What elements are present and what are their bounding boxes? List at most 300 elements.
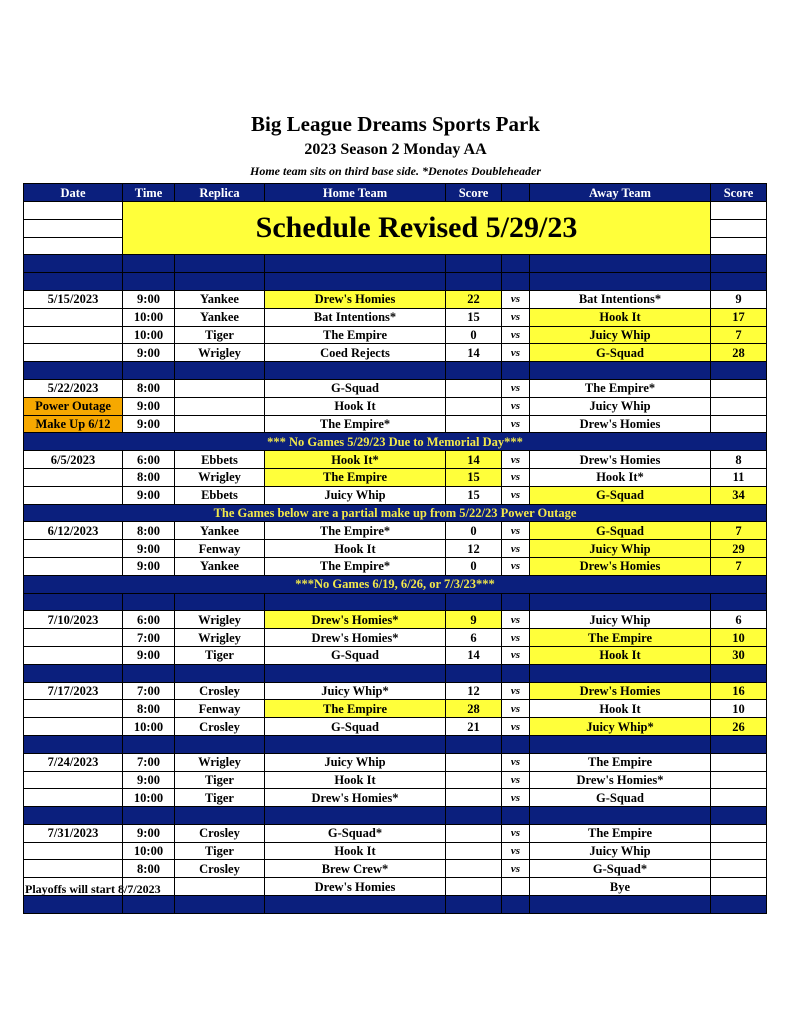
home-team-cell: Hook It bbox=[265, 540, 446, 558]
away-score-cell: 10 bbox=[711, 700, 767, 718]
time-cell: 6:00 bbox=[123, 611, 175, 629]
separator-band bbox=[24, 664, 767, 682]
time-cell: 9:00 bbox=[123, 397, 175, 415]
time-cell: 9:00 bbox=[123, 290, 175, 308]
replica-cell bbox=[175, 878, 265, 896]
band-cell bbox=[24, 896, 123, 914]
game-row bbox=[24, 308, 767, 326]
time-cell: 9:00 bbox=[123, 344, 175, 362]
replica-cell: Crosley bbox=[175, 682, 265, 700]
home-team-cell: Hook It bbox=[265, 771, 446, 789]
game-row bbox=[24, 379, 767, 397]
band-cell bbox=[24, 807, 123, 825]
away-team-cell: G-Squad bbox=[530, 789, 711, 807]
vs-cell: vs bbox=[502, 753, 530, 771]
replica-cell: Wrigley bbox=[175, 611, 265, 629]
game-row bbox=[24, 789, 767, 807]
vs-cell: vs bbox=[502, 290, 530, 308]
home-score-cell: 14 bbox=[446, 646, 502, 664]
vs-cell: vs bbox=[502, 540, 530, 558]
band-cell bbox=[265, 362, 446, 380]
away-score-cell: 30 bbox=[711, 646, 767, 664]
time-cell: 10:00 bbox=[123, 308, 175, 326]
home-team-cell: The Empire bbox=[265, 468, 446, 486]
home-score-cell bbox=[446, 824, 502, 842]
game-row bbox=[24, 700, 767, 718]
home-score-cell bbox=[446, 789, 502, 807]
band-cell bbox=[502, 664, 530, 682]
time-cell: 9:00 bbox=[123, 824, 175, 842]
replica-cell: Wrigley bbox=[175, 753, 265, 771]
band-cell bbox=[24, 593, 123, 611]
band-cell bbox=[530, 664, 711, 682]
separator-band bbox=[24, 896, 767, 914]
game-row bbox=[24, 629, 767, 647]
date-cell bbox=[24, 646, 123, 664]
vs-cell: vs bbox=[502, 415, 530, 433]
notice-row bbox=[24, 433, 767, 451]
home-score-cell bbox=[446, 753, 502, 771]
away-score-cell bbox=[711, 878, 767, 896]
separator-band bbox=[24, 255, 767, 273]
band-cell bbox=[502, 735, 530, 753]
home-score-cell bbox=[446, 379, 502, 397]
vs-cell: vs bbox=[502, 789, 530, 807]
away-team-cell: Juicy Whip bbox=[530, 540, 711, 558]
season-subtitle: 2023 Season 2 Monday AA bbox=[304, 141, 487, 158]
band-cell bbox=[123, 735, 175, 753]
time-cell: 7:00 bbox=[123, 753, 175, 771]
band-cell bbox=[175, 896, 265, 914]
away-score-cell: 7 bbox=[711, 522, 767, 540]
home-team-cell: Hook It bbox=[265, 397, 446, 415]
replica-cell bbox=[175, 415, 265, 433]
game-row bbox=[24, 771, 767, 789]
vs-cell: vs bbox=[502, 344, 530, 362]
band-cell bbox=[175, 255, 265, 273]
vs-cell: vs bbox=[502, 557, 530, 575]
blank-cell bbox=[24, 219, 123, 237]
time-cell: 9:00 bbox=[123, 415, 175, 433]
notice-text: *** No Games 5/29/23 Due to Memorial Day*** bbox=[24, 433, 767, 451]
away-score-cell: 7 bbox=[711, 557, 767, 575]
time-cell: 9:00 bbox=[123, 771, 175, 789]
blank-cell bbox=[24, 237, 123, 255]
home-score-cell: 28 bbox=[446, 700, 502, 718]
band-cell bbox=[446, 362, 502, 380]
vs-cell bbox=[502, 878, 530, 896]
home-team-cell: Hook It bbox=[265, 842, 446, 860]
col-header-date: Date bbox=[24, 184, 123, 202]
date-cell: Make Up 6/12 bbox=[24, 415, 123, 433]
away-team-cell: Hook It bbox=[530, 700, 711, 718]
replica-cell: Crosley bbox=[175, 860, 265, 878]
game-row bbox=[24, 415, 767, 433]
band-cell bbox=[502, 255, 530, 273]
home-team-cell: G-Squad bbox=[265, 646, 446, 664]
home-team-cell: The Empire* bbox=[265, 557, 446, 575]
game-row bbox=[24, 451, 767, 469]
band-cell bbox=[24, 255, 123, 273]
band-cell bbox=[446, 664, 502, 682]
away-score-cell bbox=[711, 379, 767, 397]
time-cell: 8:00 bbox=[123, 468, 175, 486]
col-header-away-score: Score bbox=[711, 184, 767, 202]
game-row bbox=[24, 290, 767, 308]
band-cell bbox=[530, 273, 711, 291]
band-cell bbox=[446, 807, 502, 825]
date-cell bbox=[24, 344, 123, 362]
band-cell bbox=[123, 664, 175, 682]
away-score-cell bbox=[711, 397, 767, 415]
replica-cell: Tiger bbox=[175, 646, 265, 664]
playoffs-note: Playoffs will start 8/7/2023 bbox=[25, 882, 161, 896]
date-cell: Power Outage bbox=[24, 397, 123, 415]
date-cell bbox=[24, 718, 123, 736]
home-team-cell: Drew's Homies bbox=[265, 878, 446, 896]
away-score-cell: 17 bbox=[711, 308, 767, 326]
home-score-cell: 0 bbox=[446, 326, 502, 344]
time-cell: 9:00 bbox=[123, 486, 175, 504]
band-cell bbox=[530, 807, 711, 825]
home-score-cell: 14 bbox=[446, 451, 502, 469]
band-cell bbox=[175, 593, 265, 611]
date-cell bbox=[24, 771, 123, 789]
date-cell: 6/12/2023 bbox=[24, 522, 123, 540]
away-score-cell: 11 bbox=[711, 468, 767, 486]
away-score-cell: 7 bbox=[711, 326, 767, 344]
band-cell bbox=[123, 273, 175, 291]
time-cell: 8:00 bbox=[123, 860, 175, 878]
band-cell bbox=[24, 664, 123, 682]
away-team-cell: Hook It bbox=[530, 646, 711, 664]
home-team-cell: Juicy Whip bbox=[265, 753, 446, 771]
band-cell bbox=[711, 896, 767, 914]
away-team-cell: G-Squad bbox=[530, 344, 711, 362]
game-row bbox=[24, 753, 767, 771]
replica-cell bbox=[175, 397, 265, 415]
replica-cell: Tiger bbox=[175, 789, 265, 807]
home-score-cell: 6 bbox=[446, 629, 502, 647]
band-cell bbox=[711, 362, 767, 380]
separator-band bbox=[24, 362, 767, 380]
game-row bbox=[24, 344, 767, 362]
time-cell: 9:00 bbox=[123, 557, 175, 575]
band-cell bbox=[265, 273, 446, 291]
band-cell bbox=[123, 896, 175, 914]
time-cell: 7:00 bbox=[123, 629, 175, 647]
col-header-replica: Replica bbox=[175, 184, 265, 202]
time-cell: 10:00 bbox=[123, 842, 175, 860]
home-score-cell: 12 bbox=[446, 682, 502, 700]
away-score-cell bbox=[711, 415, 767, 433]
vs-cell: vs bbox=[502, 486, 530, 504]
home-score-cell: 15 bbox=[446, 468, 502, 486]
away-score-cell: 6 bbox=[711, 611, 767, 629]
schedule-table bbox=[23, 183, 767, 914]
band-cell bbox=[175, 273, 265, 291]
band-cell bbox=[711, 735, 767, 753]
away-team-cell: Hook It bbox=[530, 308, 711, 326]
away-score-cell: 26 bbox=[711, 718, 767, 736]
revised-banner: Schedule Revised 5/29/23 bbox=[123, 202, 711, 255]
home-team-cell: Bat Intentions* bbox=[265, 308, 446, 326]
notice-row bbox=[24, 575, 767, 593]
notice-row bbox=[24, 504, 767, 522]
notice-text: ***No Games 6/19, 6/26, or 7/3/23*** bbox=[24, 575, 767, 593]
home-team-cell: Brew Crew* bbox=[265, 860, 446, 878]
home-score-cell: 14 bbox=[446, 344, 502, 362]
vs-cell: vs bbox=[502, 379, 530, 397]
time-cell: 10:00 bbox=[123, 789, 175, 807]
away-team-cell: Drew's Homies bbox=[530, 451, 711, 469]
replica-cell: Fenway bbox=[175, 540, 265, 558]
date-cell: 7/24/2023 bbox=[24, 753, 123, 771]
replica-cell: Yankee bbox=[175, 557, 265, 575]
date-cell: 7/17/2023 bbox=[24, 682, 123, 700]
band-cell bbox=[24, 735, 123, 753]
home-score-cell: 0 bbox=[446, 557, 502, 575]
replica-cell: Wrigley bbox=[175, 468, 265, 486]
home-team-cell: Coed Rejects bbox=[265, 344, 446, 362]
band-cell bbox=[446, 255, 502, 273]
away-score-cell: 34 bbox=[711, 486, 767, 504]
vs-cell: vs bbox=[502, 824, 530, 842]
date-cell bbox=[24, 326, 123, 344]
band-cell bbox=[711, 273, 767, 291]
home-team-cell: G-Squad* bbox=[265, 824, 446, 842]
away-team-cell: The Empire* bbox=[530, 379, 711, 397]
blank-cell bbox=[24, 202, 123, 220]
home-team-cell: The Empire* bbox=[265, 522, 446, 540]
banner-row bbox=[24, 202, 767, 220]
band-cell bbox=[530, 255, 711, 273]
home-team-cell: Juicy Whip bbox=[265, 486, 446, 504]
replica-cell: Yankee bbox=[175, 522, 265, 540]
band-cell bbox=[123, 807, 175, 825]
col-header-vs bbox=[502, 184, 530, 202]
replica-cell: Yankee bbox=[175, 290, 265, 308]
band-cell bbox=[24, 362, 123, 380]
band-cell bbox=[24, 273, 123, 291]
blank-cell bbox=[711, 202, 767, 220]
band-cell bbox=[502, 593, 530, 611]
home-score-cell bbox=[446, 397, 502, 415]
home-score-cell: 15 bbox=[446, 486, 502, 504]
home-team-cell: Drew's Homies* bbox=[265, 611, 446, 629]
blank-cell bbox=[711, 237, 767, 255]
date-cell bbox=[24, 860, 123, 878]
band-cell bbox=[502, 896, 530, 914]
vs-cell: vs bbox=[502, 308, 530, 326]
date-cell: 5/22/2023 bbox=[24, 379, 123, 397]
away-score-cell: 10 bbox=[711, 629, 767, 647]
time-cell: 10:00 bbox=[123, 718, 175, 736]
away-team-cell: Juicy Whip bbox=[530, 326, 711, 344]
home-score-cell: 9 bbox=[446, 611, 502, 629]
date-cell bbox=[24, 557, 123, 575]
date-cell bbox=[24, 789, 123, 807]
time-cell: 10:00 bbox=[123, 326, 175, 344]
home-score-cell bbox=[446, 842, 502, 860]
game-row bbox=[24, 646, 767, 664]
vs-cell: vs bbox=[502, 468, 530, 486]
vs-cell: vs bbox=[502, 451, 530, 469]
band-cell bbox=[175, 735, 265, 753]
band-cell bbox=[265, 664, 446, 682]
separator-band bbox=[24, 273, 767, 291]
away-team-cell: G-Squad bbox=[530, 522, 711, 540]
band-cell bbox=[502, 807, 530, 825]
time-cell: 9:00 bbox=[123, 540, 175, 558]
band-cell bbox=[711, 255, 767, 273]
band-cell bbox=[502, 362, 530, 380]
home-team-cell: The Empire* bbox=[265, 415, 446, 433]
time-cell: 8:00 bbox=[123, 700, 175, 718]
band-cell bbox=[502, 273, 530, 291]
away-score-cell bbox=[711, 860, 767, 878]
away-score-cell bbox=[711, 771, 767, 789]
band-cell bbox=[446, 593, 502, 611]
band-cell bbox=[123, 593, 175, 611]
game-row bbox=[24, 486, 767, 504]
replica-cell: Tiger bbox=[175, 771, 265, 789]
game-row bbox=[24, 611, 767, 629]
away-team-cell: Bat Intentions* bbox=[530, 290, 711, 308]
away-team-cell: Bye bbox=[530, 878, 711, 896]
away-team-cell: The Empire bbox=[530, 629, 711, 647]
game-row bbox=[24, 522, 767, 540]
page-title: Big League Dreams Sports Park bbox=[251, 112, 540, 136]
col-header-time: Time bbox=[123, 184, 175, 202]
away-score-cell: 28 bbox=[711, 344, 767, 362]
band-cell bbox=[265, 593, 446, 611]
date-cell bbox=[24, 540, 123, 558]
band-cell bbox=[265, 255, 446, 273]
replica-cell: Wrigley bbox=[175, 344, 265, 362]
vs-cell: vs bbox=[502, 682, 530, 700]
date-cell: 7/31/2023 bbox=[24, 824, 123, 842]
vs-cell: vs bbox=[502, 397, 530, 415]
date-cell: 6/5/2023 bbox=[24, 451, 123, 469]
away-score-cell bbox=[711, 789, 767, 807]
date-cell bbox=[24, 629, 123, 647]
away-team-cell: Juicy Whip bbox=[530, 842, 711, 860]
home-score-cell bbox=[446, 860, 502, 878]
replica-cell: Crosley bbox=[175, 824, 265, 842]
separator-band bbox=[24, 807, 767, 825]
home-score-cell: 0 bbox=[446, 522, 502, 540]
replica-cell: Wrigley bbox=[175, 629, 265, 647]
band-cell bbox=[175, 807, 265, 825]
game-row bbox=[24, 824, 767, 842]
away-score-cell bbox=[711, 824, 767, 842]
vs-cell: vs bbox=[502, 860, 530, 878]
game-row bbox=[24, 682, 767, 700]
vs-cell: vs bbox=[502, 842, 530, 860]
game-row bbox=[24, 718, 767, 736]
band-cell bbox=[530, 896, 711, 914]
replica-cell: Ebbets bbox=[175, 451, 265, 469]
home-team-cell: Drew's Homies* bbox=[265, 789, 446, 807]
vs-cell: vs bbox=[502, 522, 530, 540]
band-cell bbox=[265, 735, 446, 753]
home-score-cell bbox=[446, 878, 502, 896]
time-cell: 7:00 bbox=[123, 682, 175, 700]
date-cell: 5/15/2023 bbox=[24, 290, 123, 308]
home-score-cell bbox=[446, 415, 502, 433]
notice-text: The Games below are a partial make up from 5/22/23 Power Outage bbox=[24, 504, 767, 522]
home-team-cell: Drew's Homies bbox=[265, 290, 446, 308]
home-team-cell: The Empire bbox=[265, 326, 446, 344]
band-cell bbox=[446, 273, 502, 291]
band-cell bbox=[530, 735, 711, 753]
time-cell: 8:00 bbox=[123, 522, 175, 540]
away-score-cell: 9 bbox=[711, 290, 767, 308]
game-row bbox=[24, 860, 767, 878]
away-score-cell bbox=[711, 842, 767, 860]
vs-cell: vs bbox=[502, 646, 530, 664]
band-cell bbox=[175, 362, 265, 380]
band-cell bbox=[265, 807, 446, 825]
game-row bbox=[24, 540, 767, 558]
col-header-home-score: Score bbox=[446, 184, 502, 202]
away-team-cell: Drew's Homies bbox=[530, 557, 711, 575]
home-score-cell bbox=[446, 771, 502, 789]
date-cell bbox=[24, 842, 123, 860]
away-score-cell: 29 bbox=[711, 540, 767, 558]
game-row bbox=[24, 326, 767, 344]
home-score-cell: 21 bbox=[446, 718, 502, 736]
band-cell bbox=[711, 664, 767, 682]
band-cell bbox=[530, 593, 711, 611]
away-team-cell: Drew's Homies bbox=[530, 682, 711, 700]
band-cell bbox=[711, 593, 767, 611]
col-header-home-team: Home Team bbox=[265, 184, 446, 202]
game-row bbox=[24, 468, 767, 486]
vs-cell: vs bbox=[502, 629, 530, 647]
home-team-cell: G-Squad bbox=[265, 718, 446, 736]
replica-cell: Tiger bbox=[175, 842, 265, 860]
time-cell: 8:00 bbox=[123, 379, 175, 397]
replica-cell: Crosley bbox=[175, 718, 265, 736]
away-score-cell: 8 bbox=[711, 451, 767, 469]
separator-band bbox=[24, 735, 767, 753]
band-cell bbox=[123, 255, 175, 273]
time-cell: 9:00 bbox=[123, 646, 175, 664]
replica-cell: Yankee bbox=[175, 308, 265, 326]
replica-cell: Tiger bbox=[175, 326, 265, 344]
home-team-cell: Juicy Whip* bbox=[265, 682, 446, 700]
date-cell: 7/10/2023 bbox=[24, 611, 123, 629]
away-score-cell: 16 bbox=[711, 682, 767, 700]
away-team-cell: G-Squad bbox=[530, 486, 711, 504]
game-row bbox=[24, 397, 767, 415]
away-team-cell: Hook It* bbox=[530, 468, 711, 486]
blank-cell bbox=[711, 219, 767, 237]
home-score-cell: 22 bbox=[446, 290, 502, 308]
replica-cell: Fenway bbox=[175, 700, 265, 718]
vs-cell: vs bbox=[502, 718, 530, 736]
home-score-cell: 15 bbox=[446, 308, 502, 326]
game-row bbox=[24, 557, 767, 575]
away-team-cell: Juicy Whip bbox=[530, 397, 711, 415]
schedule-note: Home team sits on third base side. *Denotes Doubleheader bbox=[250, 164, 541, 178]
time-cell: 6:00 bbox=[123, 451, 175, 469]
vs-cell: vs bbox=[502, 771, 530, 789]
away-team-cell: G-Squad* bbox=[530, 860, 711, 878]
date-cell bbox=[24, 486, 123, 504]
